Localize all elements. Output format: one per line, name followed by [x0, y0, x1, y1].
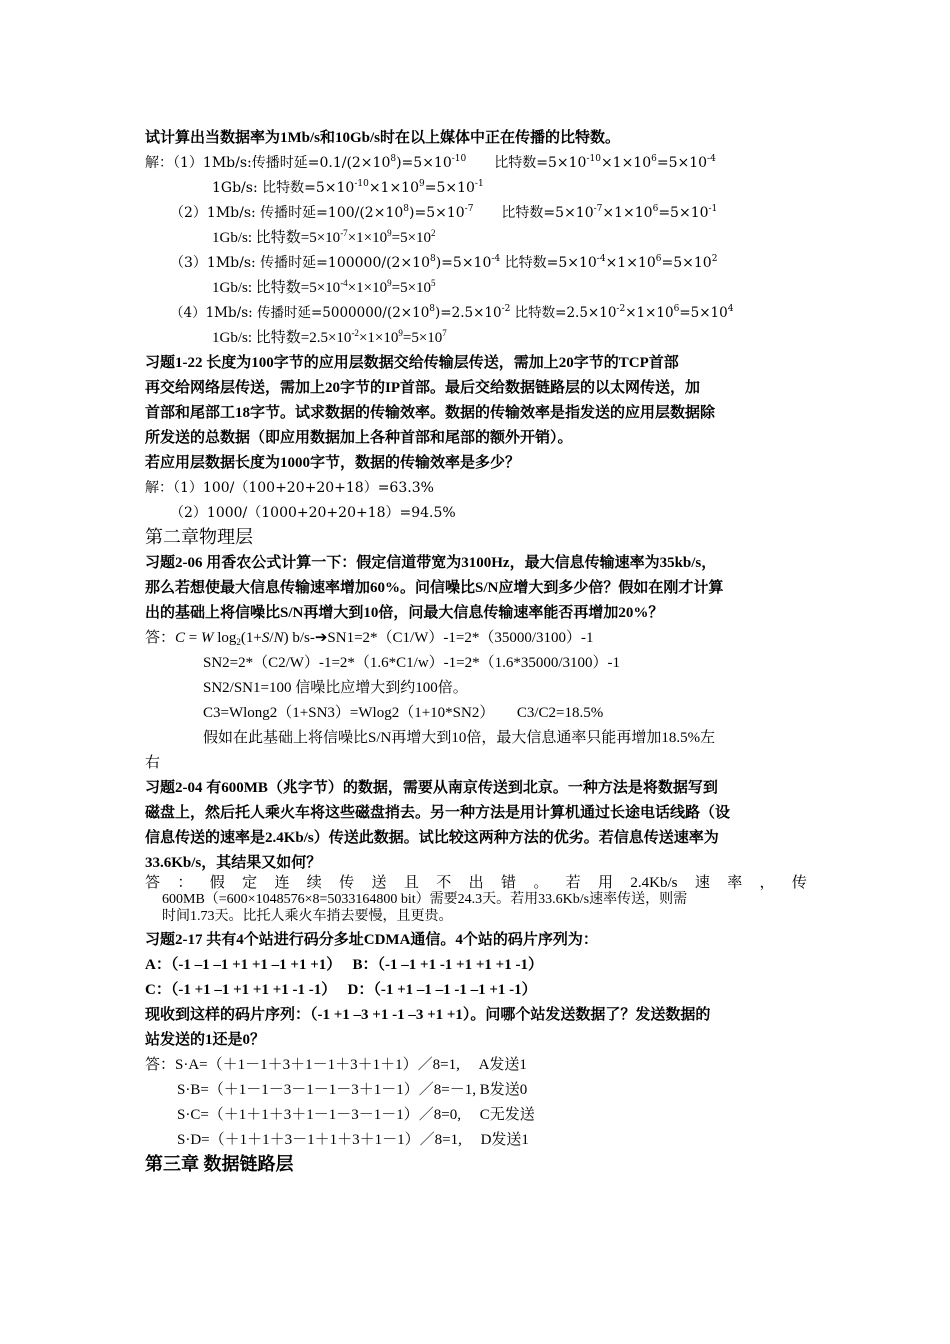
question-text: 信息传送的速率是2.4Kb/s）传送此数据。试比较这两种方法的优劣。若信息传送速率为: [145, 830, 719, 846]
answer-token: ，: [759, 875, 775, 891]
answer-line: （2）1000/（1000+20+20+18）=94.5%: [170, 505, 456, 521]
answer-token: 送: [371, 875, 387, 891]
question-text: 33.6Kb/s，其结果又如何？: [145, 855, 322, 871]
answer-line: 1Gb/s: 比特数$=5\times 10^{-4}\times 1\times 10^9=5\times 10^5$: [212, 278, 436, 296]
question-text: A：（-1 –1 –1 +1 +1 –1 +1 +1） B：（-1 –1 +1 -1 +1 +1 +1 -1）: [145, 957, 543, 973]
answer-token: 续: [306, 875, 322, 891]
answer-line: （3）1Mb/s: 传播时延$=100000/(2\times 10^8)=5\times 10^{-4}$ 比特数$=5\times 10^{-4}\times 1\times 10^6=5\times 10^2$: [170, 254, 718, 271]
question-text: 出的基础上将信噪比S/N再增大到10倍，问最大信息传输速率能否再增加20%？: [145, 605, 664, 621]
answer-line: 答：S·A=（＋1－1＋3＋1－1＋3＋1＋1）／8=1, A发送1: [145, 1057, 527, 1073]
answer-token: 定: [242, 875, 258, 891]
answer-token: 速: [694, 875, 710, 891]
answer-token: 连: [274, 875, 290, 891]
answer-token: 率: [727, 875, 743, 891]
question-text: 习题1-22 长度为100字节的应用层数据交给传输层传送，需加上20字节的TCP首部: [145, 355, 679, 371]
question-text: 习题2-04 有600MB（兆字节）的数据，需要从南京传送到北京。一种方法是将数据写到: [145, 780, 718, 796]
answer-line: （4）1Mb/s: 传播时延$=5000000/(2\times 10^8)=2.5\times 10^{-2}$ 比特数$=2.5\times 10^{-2}\times 1\times 10^6=5\times 10^4$: [170, 304, 734, 321]
question-text: 首部和尾部工18字节。试求数据的传输效率。数据的传输效率是指发送的应用层数据除: [145, 405, 716, 421]
chapter-heading: 第三章 数据链路层: [145, 1154, 294, 1174]
question-text: 习题2-17 共有4个站进行码分多址CDMA通信。4个站的码片序列为：: [145, 932, 598, 948]
answer-line-justified: [145, 873, 807, 893]
question-text: 再交给网络层传送，需加上20字节的IP首部。最后交给数据链路层的以太网传送，加: [145, 380, 701, 396]
answer-token: 错: [500, 875, 516, 891]
answer-line: S·B=（＋1－1－3－1－1－3＋1－1）／8=－1, B发送0: [177, 1082, 528, 1098]
question-text: 试计算出当数据率为1Mb/s和10Gb/s时在以上媒体中正在传播的比特数。: [145, 130, 621, 146]
answer-token: 若: [565, 875, 581, 891]
answer-line: 1Gb/s: 比特数$=2.5\times 10^{-2}\times 1\times 10^9=5\times 10^7$: [212, 328, 447, 346]
answer-token: 用: [598, 875, 614, 891]
answer-line: S·C=（＋1＋1＋3＋1－1－3－1－1）／8=0, C无发送: [177, 1107, 535, 1123]
arrow-icon: ➔: [314, 630, 328, 646]
answer-line: SN2=2*（C2/W）-1=2*（1.6*C1/w）-1=2*（1.6*35000/3100）-1: [203, 655, 621, 671]
answer-token: 出: [468, 875, 484, 891]
answer-token: ：: [177, 875, 193, 891]
answer-line: 解：（1）100/（100+20+20+18）=63.3%: [145, 480, 434, 496]
question-text: C：（-1 +1 –1 +1 +1 +1 -1 -1） D：（-1 +1 –1 –1 -1 –1 +1 -1）: [145, 982, 537, 998]
answer-line: SN2/SN1=100 信噪比应增大到约100倍。: [203, 680, 468, 696]
answer-token: 传: [339, 875, 355, 891]
answer-line: 假如在此基础上将信噪比S/N再增大到10倍，最大信息通率只能再增加18.5%左: [203, 730, 716, 746]
chapter-heading: 第二章物理层: [145, 527, 253, 547]
answer-line: 1Gb/s: 比特数$=5\times 10^{-7}\times 1\times 10^9=5\times 10^2$: [212, 228, 436, 246]
answer-line: 解：（1）1Mb/s:传播时延$=0.1/(2\times 10^8)=5\times 10^{-10}$ 比特数$=5\times 10^{-10}\times 1\times 10^6=5\times 10^{-4}$: [145, 154, 716, 171]
answer-line: 答：C = W $\log_2(1+S/N)$ b/s-➔SN1=2*（C1/W）-1=2*（35000/3100）-1: [145, 630, 594, 647]
question-text: 那么若想使最大信息传输速率增加60%。问信噪比S/N应增大到多少倍？假如在刚才计算: [145, 580, 724, 596]
question-text: 磁盘上，然后托人乘火车将这些磁盘捎去。另一种方法是用计算机通过长途电话线路（设: [145, 805, 731, 821]
question-text: 所发送的总数据（即应用数据加上各种首部和尾部的额外开销）。: [145, 430, 573, 446]
answer-token: 假: [209, 875, 225, 891]
answer-line: 1Gb/s: 比特数$=5\times 10^{-10}\times 1\times 10^9=5\times 10^{-1}$: [212, 179, 484, 196]
answer-token: 不: [436, 875, 452, 891]
answer-line: S·D=（＋1＋1＋3－1＋1＋3＋1－1）／8=1, D发送1: [177, 1132, 529, 1148]
answer-token: 答: [145, 875, 161, 891]
answer-line: 右: [145, 755, 161, 771]
question-text: 现收到这样的码片序列：（-1 +1 –3 +1 -1 –3 +1 +1）。问哪个站发送数据了？发送数据的: [145, 1007, 711, 1023]
question-text: 习题2-06 用香农公式计算一下：假定信道带宽为3100Hz，最大信息传输速率为35kb/s，: [145, 555, 717, 571]
question-text: 站发送的1还是0？: [145, 1032, 266, 1048]
answer-token: 且: [403, 875, 419, 891]
answer-line: C3=Wlong2（1+SN3）=Wlog2（1+10*SN2） C3/C2=18.5%: [203, 705, 604, 721]
answer-token: 2.4Kb/s: [630, 875, 678, 891]
answer-token: 。: [533, 875, 549, 891]
answer-line: 600MB（=600×1048576×8=5033164800 bit）需要24.3天。若用33.6Kb/s速率传送，则需: [162, 892, 688, 907]
answer-token: 传: [791, 875, 807, 891]
answer-line: 时间1.73天。比托人乘火车捎去要慢，且更贵。: [162, 909, 453, 924]
question-text: 若应用层数据长度为1000字节，数据的传输效率是多少？: [145, 455, 521, 471]
answer-line: （2）1Mb/s: 传播时延$=100/(2\times 10^8)=5\times 10^{-7}$ 比特数$=5\times 10^{-7}\times 1\times 10^6=5\times 10^{-1}$: [170, 204, 718, 221]
